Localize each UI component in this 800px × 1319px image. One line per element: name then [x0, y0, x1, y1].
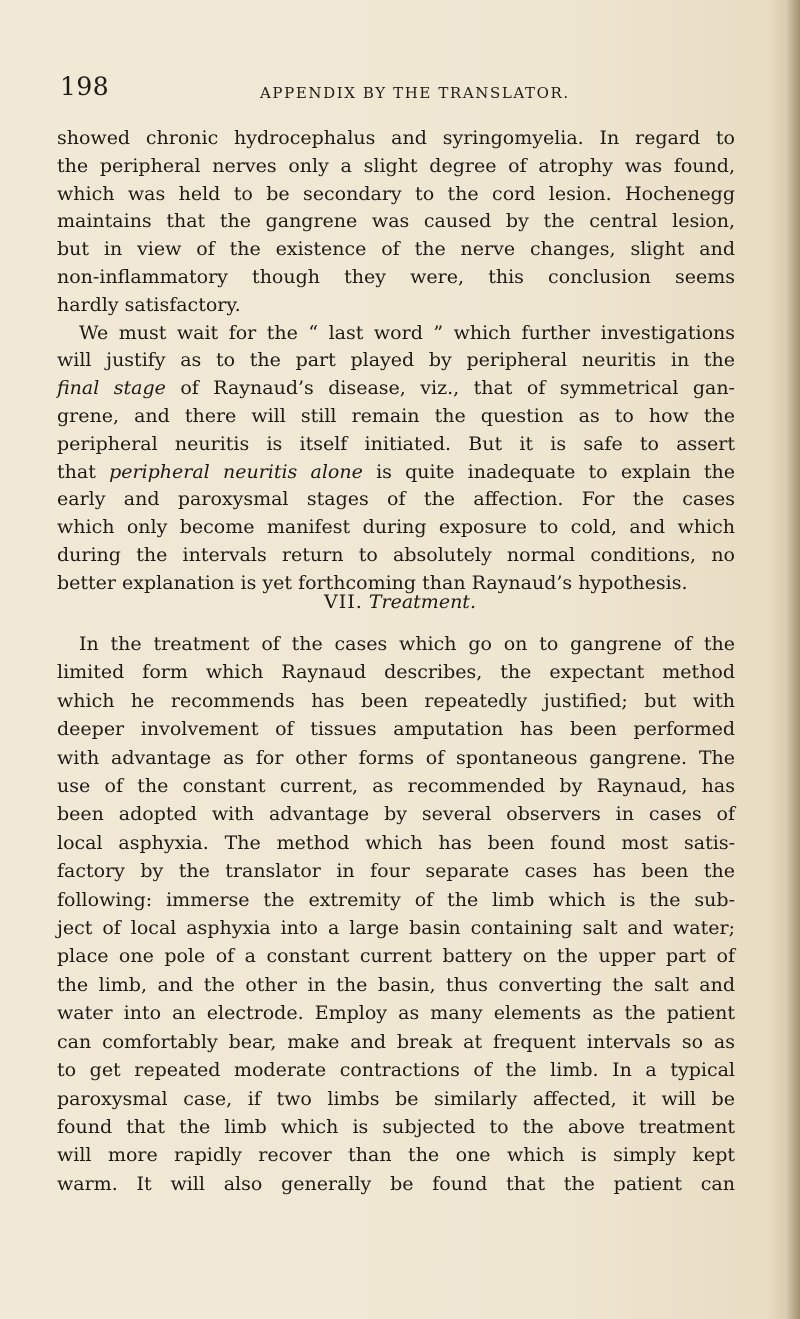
- text-line: maintains that the gangrene was caused by the central lesion,: [57, 210, 735, 233]
- text-line: which was held to be secondary to the cord lesion. Hochenegg: [57, 182, 735, 205]
- text-line: during the intervals return to absolutely normal conditions, no: [57, 543, 735, 566]
- text-line: [57, 375, 735, 403]
- page-header: [60, 72, 740, 112]
- text-line: [57, 459, 735, 487]
- text-fragment: of Raynaud’s disease, viz., that of symmetrical gan-: [165, 377, 735, 400]
- text-line: the limb, and the other in the basin, thus converting the salt and: [57, 973, 735, 996]
- text-line: been adopted with advantage by several observers in cases of: [57, 803, 735, 826]
- text-line: place one pole of a constant current battery on the upper part of: [57, 945, 735, 968]
- section-number: VII.: [324, 591, 363, 613]
- text-line: but in view of the existence of the nerve changes, slight and: [57, 238, 735, 261]
- text-line: ject of local asphyxia into a large basin containing salt and water;: [57, 917, 735, 940]
- text-line: better explanation is yet forthcoming than Raynaud’s hypothesis.: [57, 571, 688, 594]
- text-line: will more rapidly recover than the one which is simply kept: [57, 1144, 735, 1167]
- paragraph-2: [57, 320, 735, 598]
- section-title: Treatment.: [368, 591, 476, 613]
- text-line: In the treatment of the cases which go on to gangrene of the: [79, 633, 735, 655]
- text-line: hardly satisfactory.: [57, 293, 241, 316]
- page-number: 198: [60, 72, 110, 101]
- text-line: non-inflammatory though they were, this conclusion seems: [57, 265, 735, 288]
- text-line: with advantage as for other forms of spontaneous gangrene. The: [57, 746, 735, 769]
- text-fragment: is quite inadequate to explain the: [362, 460, 736, 483]
- text-line: peripheral neuritis is itself initiated. But it is safe to assert: [57, 432, 735, 455]
- text-line: found that the limb which is subjected to the above treatment: [57, 1115, 735, 1138]
- text-block-lower: [57, 630, 735, 1198]
- text-line: which only become manifest during exposure to cold, and which: [57, 516, 735, 539]
- text-line: can comfortably bear, make and break at frequent intervals so as: [57, 1030, 735, 1053]
- text-fragment: that: [57, 460, 110, 483]
- text-line: deeper involvement of tissues amputation has been performed: [57, 718, 735, 741]
- text-line: water into an electrode. Employ as many elements as the patient: [57, 1002, 735, 1025]
- paragraph-3: [57, 630, 735, 1198]
- emphasis-peripheral-neuritis: peripheral neuritis alone: [109, 460, 363, 483]
- text-line: local asphyxia. The method which has been found most satis-: [57, 831, 735, 854]
- text-line: which he recommends has been repeatedly justified; but with: [57, 689, 735, 712]
- text-line: grene, and there will still remain the question as to how the: [57, 404, 735, 427]
- text-block-upper: [57, 125, 735, 598]
- page-edge-shadow: [786, 0, 800, 1319]
- text-line: early and paroxysmal stages of the affection. For the cases: [57, 488, 735, 511]
- text-line: factory by the translator in four separate cases has been the: [57, 860, 735, 883]
- text-line: the peripheral nerves only a slight degree of atrophy was found,: [57, 154, 735, 177]
- text-line: limited form which Raynaud describes, the expectant method: [57, 661, 735, 684]
- text-line: We must wait for the “ last word ” which further investigations: [79, 321, 735, 344]
- running-head: APPENDIX BY THE TRANSLATOR.: [260, 84, 570, 102]
- emphasis-final-stage: final stage: [57, 377, 166, 400]
- text-line: showed chronic hydrocephalus and syringomyelia. In regard to: [57, 127, 735, 149]
- text-line: warm. It will also generally be found that the patient can: [57, 1172, 735, 1195]
- text-line: following: immerse the extremity of the limb which is the sub-: [57, 888, 735, 911]
- paragraph-1: [57, 125, 735, 320]
- section-heading: [0, 588, 800, 616]
- text-line: to get repeated moderate contractions of the limb. In a typical: [57, 1059, 735, 1082]
- text-line: use of the constant current, as recommended by Raynaud, has: [57, 775, 735, 798]
- text-line: paroxysmal case, if two limbs be similarly affected, it will be: [57, 1087, 735, 1110]
- text-line: will justify as to the part played by peripheral neuritis in the: [57, 349, 735, 372]
